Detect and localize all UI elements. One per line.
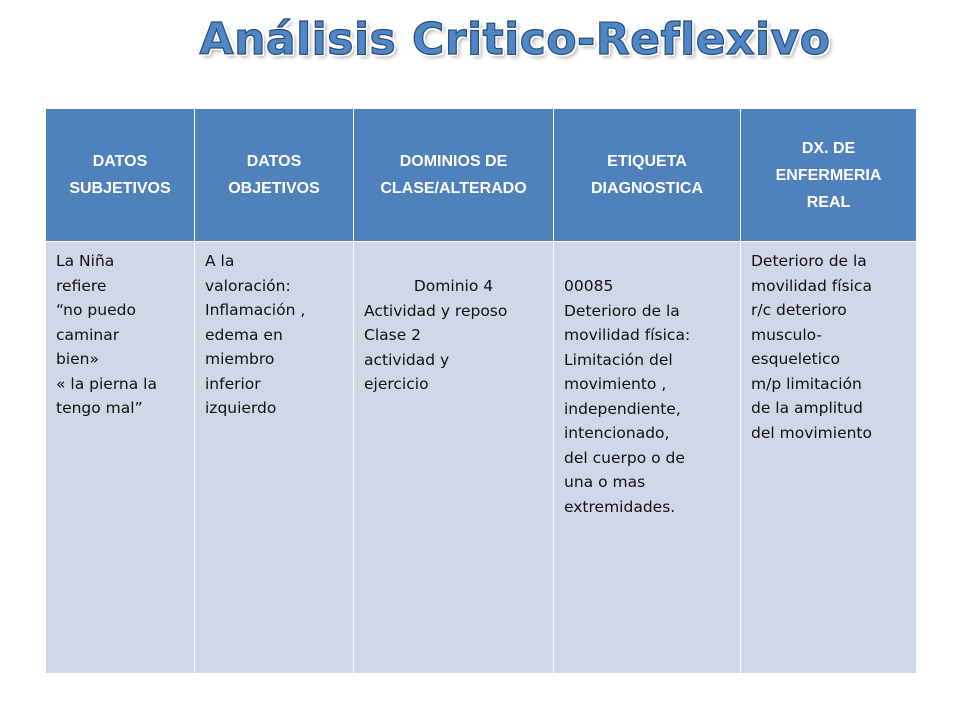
analysis-table: [45, 108, 917, 674]
cell-line: musculo-: [751, 325, 823, 344]
cell-line: caminar: [56, 325, 120, 344]
cell-line: Deterioro de la: [751, 252, 867, 270]
cell-line: refiere: [56, 276, 107, 295]
cell-line: inferior: [205, 374, 261, 393]
header-dx-enfermeria: [741, 109, 917, 242]
cell-line: movilidad física: [751, 276, 872, 295]
cell-line: Deterioro de la: [564, 301, 680, 320]
header-dominios: [354, 109, 554, 242]
cell-objetivos: [195, 242, 354, 674]
cell-dx-enfermeria: [741, 242, 917, 674]
header-line: DX. DE: [801, 139, 856, 157]
cell-line: izquierdo: [205, 399, 277, 417]
cell-line: valoración:: [205, 276, 291, 295]
cell-line: r/c deterioro: [751, 301, 847, 319]
cell-line: Limitación del: [564, 350, 673, 369]
header-etiqueta: [554, 109, 741, 242]
header-datos-subjetivos: [46, 109, 195, 242]
cell-line: independiente,: [564, 399, 681, 418]
cell-dominios: [354, 242, 554, 674]
cell-line: intencionado,: [564, 424, 670, 442]
header-line: ETIQUETA: [607, 153, 687, 170]
cell-subjetivos: [46, 242, 195, 674]
cell-line: Dominio 4: [413, 277, 494, 295]
header-datos-objetivos: [195, 109, 354, 242]
cell-line: de la amplitud: [751, 399, 863, 417]
header-line: DATOS: [246, 153, 302, 170]
header-line: REAL: [806, 193, 851, 211]
cell-line: una o mas: [564, 473, 646, 491]
cell-line: movilidad física:: [564, 326, 691, 344]
header-line: CLASE/ALTERADO: [380, 180, 527, 197]
slide-title: Análisis Critico-Reflexivo: [199, 14, 831, 65]
cell-line: miembro: [205, 350, 275, 368]
header-line: DIAGNOSTICA: [591, 180, 703, 197]
cell-line: La Niña: [56, 252, 115, 270]
title-container: [0, 14, 960, 65]
cell-line: del cuerpo o de: [564, 448, 685, 467]
cell-line: Clase 2: [364, 326, 422, 344]
cell-line: edema en: [205, 325, 283, 344]
cell-line: A la: [205, 252, 235, 270]
cell-line: Inflamación ,: [205, 301, 306, 319]
header-line: OBJETIVOS: [228, 180, 320, 197]
cell-line: 00085: [564, 277, 614, 295]
cell-line: tengo mal”: [56, 399, 143, 417]
header-line: ENFERMERIA: [775, 166, 882, 184]
header-line: DATOS: [92, 153, 148, 170]
table-row: [46, 242, 917, 674]
cell-line: “no puedo: [56, 301, 136, 319]
cell-line: bien»: [56, 350, 99, 368]
cell-line: Actividad y reposo: [364, 301, 508, 320]
cell-line: extremidades.: [564, 497, 676, 516]
cell-line: « la pierna la: [56, 374, 157, 393]
cell-line: movimiento ,: [564, 375, 667, 393]
cell-line: del movimiento: [751, 423, 872, 442]
cell-etiqueta: [554, 242, 741, 674]
cell-line: ejercicio: [364, 375, 429, 393]
header-row: [46, 109, 917, 242]
header-line: DOMINIOS DE: [399, 153, 508, 170]
cell-line: m/p limitación: [751, 374, 862, 393]
cell-line: esqueletico: [751, 350, 841, 368]
header-line: SUBJETIVOS: [69, 180, 171, 197]
cell-line: actividad y: [364, 350, 450, 369]
